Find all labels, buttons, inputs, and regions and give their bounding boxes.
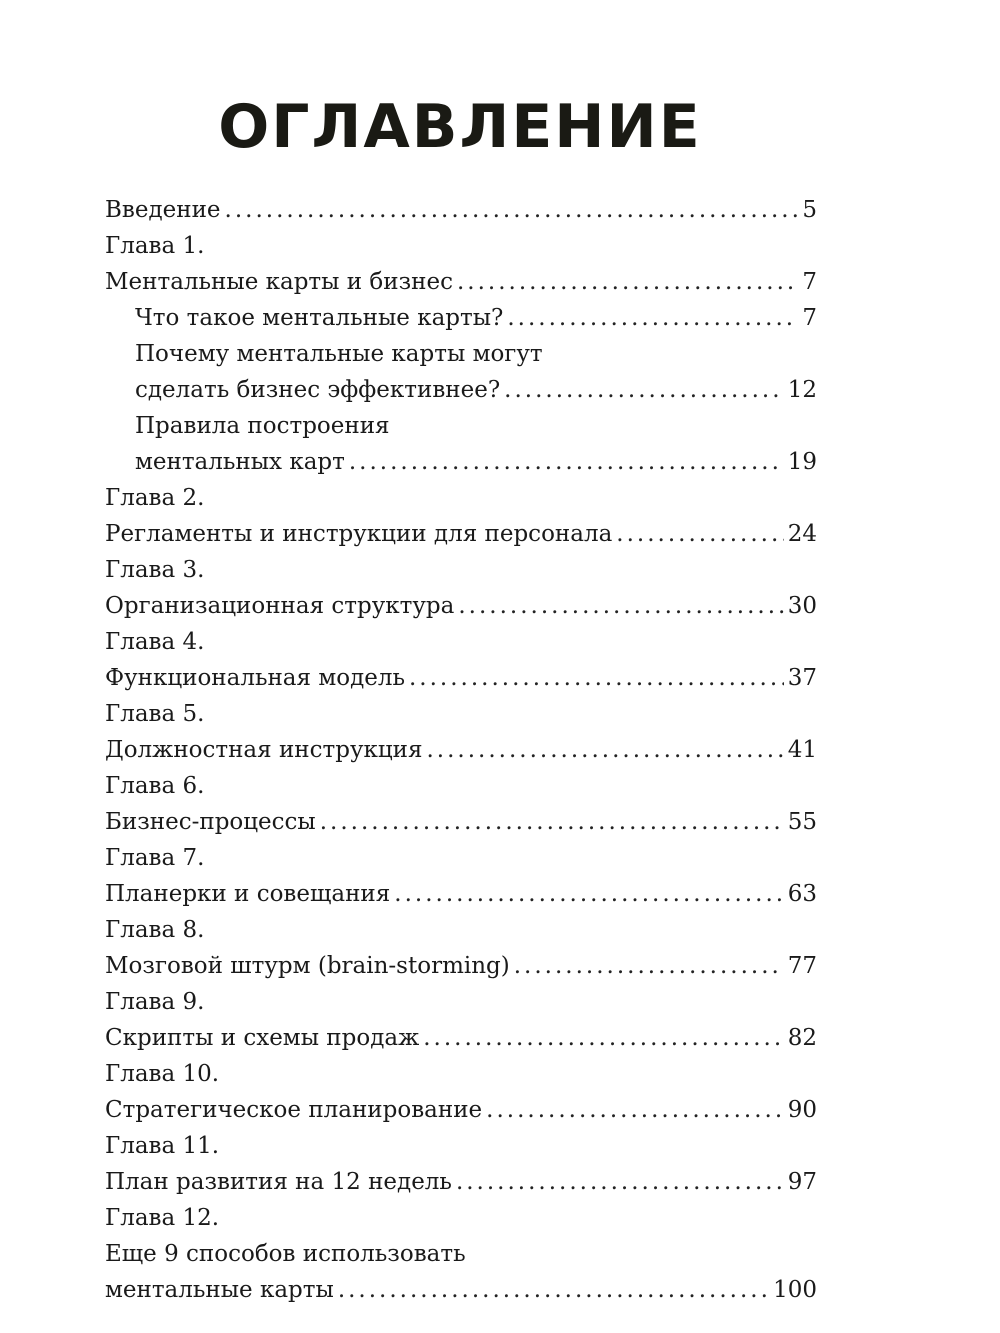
- chapter-label: [105, 480, 817, 516]
- leader-dots: [507, 300, 798, 336]
- leader-dots: [486, 1092, 784, 1128]
- toc-page-number: 90: [787, 1097, 817, 1123]
- toc-entry-title: План развития на 12 недель: [105, 1169, 452, 1195]
- toc-entry-chapter-12[interactable]: [105, 1272, 817, 1308]
- toc-entry-title: Организационная структура: [105, 593, 455, 619]
- toc-entry-chapter-4[interactable]: [105, 660, 817, 696]
- chapter-number: Глава 9.: [105, 989, 205, 1015]
- chapter-number: Глава 12.: [105, 1205, 220, 1231]
- chapter-number: Глава 11.: [105, 1133, 220, 1159]
- leader-dots: [423, 1020, 783, 1056]
- leader-dots: [458, 588, 783, 624]
- leader-dots: [457, 264, 798, 300]
- toc-subentry[interactable]: [105, 372, 817, 408]
- chapter-number: Глава 10.: [105, 1061, 220, 1087]
- toc-page-number: 97: [787, 1169, 817, 1195]
- toc-subentry[interactable]: [105, 300, 817, 336]
- toc-entry-chapter-3[interactable]: [105, 588, 817, 624]
- chapter-number: Глава 1.: [105, 233, 205, 259]
- toc-page-number: 12: [787, 377, 817, 403]
- toc-entry-title: Стратегическое планирование: [105, 1097, 483, 1123]
- toc-entry-chapter-1[interactable]: [105, 264, 817, 300]
- toc-entry-chapter-2[interactable]: [105, 516, 817, 552]
- leader-dots: [320, 804, 784, 840]
- chapter-label: [105, 768, 817, 804]
- toc-entry-title: ментальных карт: [135, 449, 345, 475]
- toc-page-number: 24: [787, 521, 817, 547]
- leader-dots: [349, 444, 784, 480]
- toc-subentry-line: [105, 336, 817, 372]
- toc-page-number: 100: [773, 1277, 817, 1303]
- chapter-label: [105, 1056, 817, 1092]
- toc-page-number: 63: [787, 881, 817, 907]
- toc-page-number: 82: [787, 1025, 817, 1051]
- toc-page-number: 7: [802, 269, 817, 295]
- toc-page-number: 55: [787, 809, 817, 835]
- chapter-label: [105, 1200, 817, 1236]
- chapter-label: [105, 984, 817, 1020]
- leader-dots: [456, 1164, 784, 1200]
- toc-entry-title: Почему ментальные карты могут: [135, 341, 543, 367]
- toc-page-number: 37: [787, 665, 817, 691]
- leader-dots: [616, 516, 783, 552]
- toc-page-number: 41: [787, 737, 817, 763]
- leader-dots: [338, 1272, 769, 1308]
- chapter-label: [105, 840, 817, 876]
- leader-dots: [427, 732, 784, 768]
- toc-entry-title: Что такое ментальные карты?: [135, 305, 504, 331]
- toc-entry-chapter-6[interactable]: [105, 804, 817, 840]
- toc-entry-title: сделать бизнес эффективнее?: [135, 377, 501, 403]
- chapter-label: [105, 912, 817, 948]
- toc-entry-chapter-7[interactable]: [105, 876, 817, 912]
- chapter-label: [105, 624, 817, 660]
- toc-entry-chapter-9[interactable]: [105, 1020, 817, 1056]
- chapter-label: [105, 228, 817, 264]
- toc-entry-chapter-11[interactable]: [105, 1164, 817, 1200]
- toc-entry-title: Должностная инструкция: [105, 737, 423, 763]
- leader-dots: [409, 660, 784, 696]
- toc-page-number: 77: [787, 953, 817, 979]
- toc-page-number: 19: [787, 449, 817, 475]
- toc-entry-chapter-8[interactable]: [105, 948, 817, 984]
- chapter-number: Глава 8.: [105, 917, 205, 943]
- chapter-number: Глава 2.: [105, 485, 205, 511]
- toc-entry-chapter-5[interactable]: [105, 732, 817, 768]
- toc-entry-title: Правила построения: [135, 413, 390, 439]
- toc-entry-title: Введение: [105, 197, 221, 223]
- chapter-number: Глава 3.: [105, 557, 205, 583]
- leader-dots: [514, 948, 784, 984]
- toc-entry-title: Бизнес-процессы: [105, 809, 316, 835]
- leader-dots: [394, 876, 783, 912]
- toc-page-number: 30: [787, 593, 817, 619]
- toc-entry-title: ментальные карты: [105, 1277, 334, 1303]
- toc-entry-title: Скрипты и схемы продаж: [105, 1025, 420, 1051]
- leader-dots: [504, 372, 784, 408]
- toc-entry-intro[interactable]: [105, 192, 817, 228]
- toc-page-number: 7: [802, 305, 817, 331]
- chapter-label: [105, 552, 817, 588]
- toc-entry-title: Мозговой штурм (brain-storming): [105, 953, 510, 979]
- toc-page-number: 5: [802, 197, 817, 223]
- toc-entry-chapter-10[interactable]: [105, 1092, 817, 1128]
- chapter-number: Глава 7.: [105, 845, 205, 871]
- toc-subentry[interactable]: [105, 444, 817, 480]
- toc-entry-title: Планерки и совещания: [105, 881, 391, 907]
- page-title: ОГЛАВЛЕНИЕ: [218, 92, 702, 162]
- chapter-label: [105, 1128, 817, 1164]
- toc-entry-title: Регламенты и инструкции для персонала: [105, 521, 613, 547]
- chapter-number: Глава 6.: [105, 773, 205, 799]
- toc-entry-line: [105, 1236, 817, 1272]
- leader-dots: [225, 192, 799, 228]
- chapter-number: Глава 4.: [105, 629, 205, 655]
- toc-entry-title: Функциональная модель: [105, 665, 405, 691]
- toc-subentry-line: [105, 408, 817, 444]
- chapter-number: Глава 5.: [105, 701, 205, 727]
- toc-entry-title: Ментальные карты и бизнес: [105, 269, 453, 295]
- toc-entry-title: Еще 9 способов использовать: [105, 1241, 466, 1267]
- table-of-contents: [105, 192, 817, 1308]
- chapter-label: [105, 696, 817, 732]
